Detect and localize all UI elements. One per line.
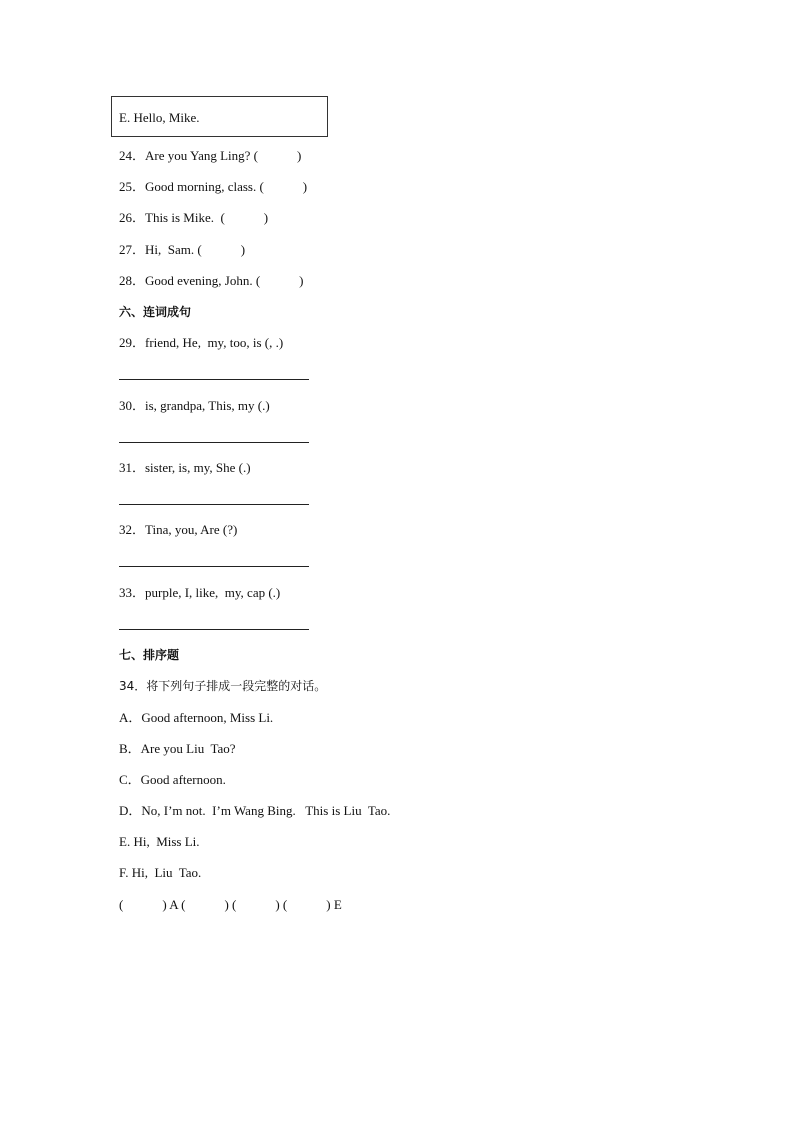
option-e-text: E. Hello, Mike.	[119, 110, 200, 125]
q34-option-d: D．No, I’m not. I’m Wang Bing. This is Liu Tao.	[119, 803, 391, 818]
answer-line-32	[119, 566, 309, 567]
q34-option-b: B．Are you Liu Tao?	[119, 741, 236, 756]
q34-answer-line: ( ) A ( ) ( ) ( ) E	[119, 897, 342, 912]
option-e-box	[111, 96, 328, 137]
answer-line-30	[119, 442, 309, 443]
match-item-27: 27．Hi, Sam. ( )	[119, 242, 246, 257]
reorder-item-32: 32．Tina, you, Are (?)	[119, 522, 238, 537]
reorder-item-31: 31．sister, is, my, She (.)	[119, 460, 251, 475]
section-7-heading: 七、排序题	[119, 648, 180, 662]
q34-option-a: A．Good afternoon, Miss Li.	[119, 710, 274, 725]
match-item-24: 24．Are you Yang Ling? ( )	[119, 148, 302, 163]
answer-line-31	[119, 504, 309, 505]
reorder-item-29: 29．friend, He, my, too, is (, .)	[119, 335, 284, 350]
q34-prompt: 34．将下列句子排成一段完整的对话。	[119, 679, 327, 693]
section-6-heading: 六、连词成句	[119, 305, 192, 319]
answer-line-29	[119, 379, 309, 380]
reorder-item-33: 33．purple, I, like, my, cap (.)	[119, 585, 281, 600]
match-item-28: 28．Good evening, John. ( )	[119, 273, 304, 288]
answer-line-33	[119, 629, 309, 630]
q34-option-e: E. Hi, Miss Li.	[119, 834, 200, 849]
q34-option-f: F. Hi, Liu Tao.	[119, 865, 202, 880]
match-item-26: 26．This is Mike. ( )	[119, 210, 269, 225]
match-item-25: 25．Good morning, class. ( )	[119, 179, 308, 194]
reorder-item-30: 30．is, grandpa, This, my (.)	[119, 398, 270, 413]
q34-option-c: C．Good afternoon.	[119, 772, 226, 787]
